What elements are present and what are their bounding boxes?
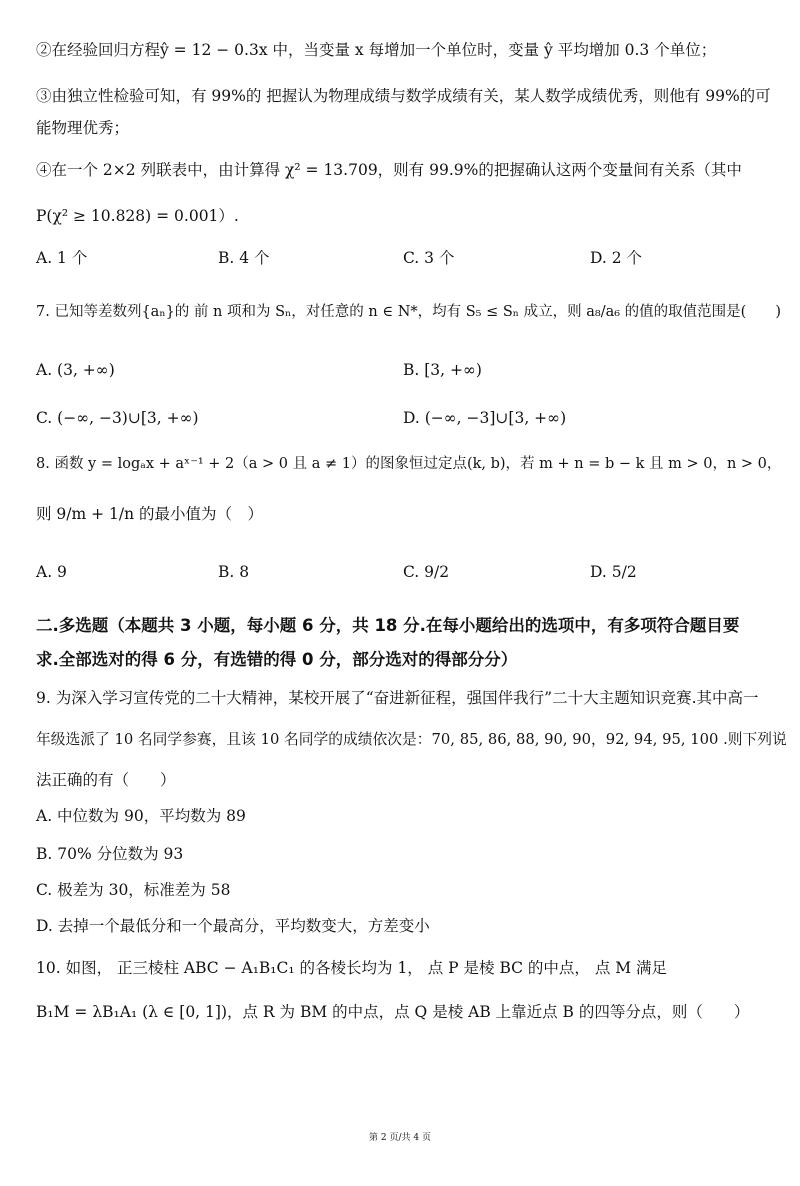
q8-option-b: B. 8 [218,563,250,581]
q9-option-d: D. 去掉一个最低分和一个最高分，平均数变大，方差变小 [36,917,430,935]
statement-2: ②在经验回归方程ŷ = 12 − 0.3x 中，当变量 x 每增加一个单位时，变量 ŷ 平均增加 0.3 个单位； [36,41,717,59]
question-9-line1: 9. 为深入学习宣传党的二十大精神，某校开展了“奋进新征程，强国伴我行”二十大主题知识竞赛.其中高一 [36,689,759,707]
q8-option-c: C. 9/2 [403,563,450,581]
statement-4-line2: P(χ² ≥ 10.828) = 0.001）. [36,207,239,225]
question-8-line1: 8. 函数 y = logₐx + aˣ⁻¹ + 2（a > 0 且 a ≠ 1）的图象恒过定点(k, b)，若 m + n = b − k 且 m > 0，n > 0， [36,456,782,472]
q7-option-a: A. (3, +∞) [36,361,115,379]
q9-option-b: B. 70% 分位数为 93 [36,845,184,863]
page-footer: 第 2 页/共 4 页 [369,1133,431,1143]
question-8-line2: 则 9/m + 1/n 的最小值为（ ） [36,505,264,523]
q7-option-d: D. (−∞, −3]∪[3, +∞) [403,409,567,427]
question-7: 7. 已知等差数列{aₙ}的 前 n 项和为 Sₙ，对任意的 n ∈ N*，均有 S₅ ≤ Sₙ 成立，则 a₈/a₆ 的值的取值范围是( ) [36,304,781,320]
q8-option-a: A. 9 [36,563,67,581]
question-10-line1: 10. 如图， 正三棱柱 ABC − A₁B₁C₁ 的各棱长均为 1， 点 P 是棱 BC 的中点， 点 M 满足 [36,959,668,977]
q6-option-c: C. 3 个 [403,249,455,267]
q7-option-c: C. (−∞, −3)∪[3, +∞) [36,409,199,427]
q6-option-d: D. 2 个 [590,249,643,267]
statement-4-line1: ④在一个 2×2 列联表中，由计算得 χ² = 13.709，则有 99.9%的把握确认这两个变量间有关系（其中 [36,161,742,179]
q6-option-b: B. 4 个 [218,249,270,267]
q7-option-b: B. [3, +∞) [403,361,482,379]
q8-option-d: D. 5/2 [590,563,637,581]
q9-option-c: C. 极差为 30，标准差为 58 [36,881,231,899]
section-heading-line1: 二.多选题（本题共 3 小题，每小题 6 分，共 18 分.在每小题给出的选项中，有多项符合题目要 [36,616,740,635]
q9-option-a: A. 中位数为 90，平均数为 89 [36,807,246,825]
statement-3-line1: ③由独立性检验可知，有 99%的 把握认为物理成绩与数学成绩有关，某人数学成绩优秀，则他有 99%的可 [36,87,771,105]
question-10-line2: B₁M = λB₁A₁ (λ ∈ [0, 1])，点 R 为 BM 的中点，点 Q 是棱 AB 上靠近点 B 的四等分点，则（ ） [36,1003,750,1021]
q6-option-a: A. 1 个 [36,249,88,267]
statement-3-line2: 能物理优秀； [36,119,130,137]
section-heading-line2: 求.全部选对的得 6 分，有选错的得 0 分，部分选对的得部分分） [36,650,518,669]
question-9-line3: 法正确的有（ ） [36,771,176,789]
question-9-line2: 年级选派了 10 名同学参赛，且该 10 名同学的成绩依次是：70, 85, 86, 88, 90, 90，92, 94, 95, 100 .则下列说 [36,731,787,748]
